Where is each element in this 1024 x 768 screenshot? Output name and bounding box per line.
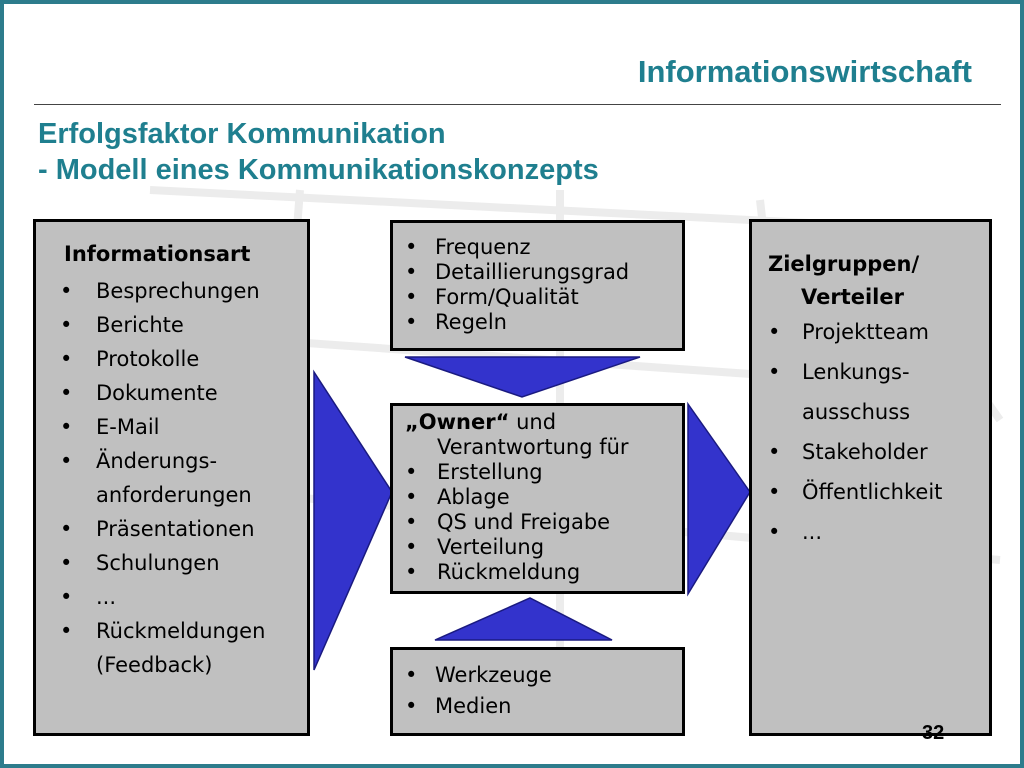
frequency-item-text: • Regeln (435, 310, 507, 334)
target-group-item-text: • Stakeholder (802, 440, 928, 464)
information-type-item (60, 512, 305, 546)
slide-title-line2: - Modell eines Kommunikationskonzepts (38, 154, 599, 186)
slide-title-line1: Erfolgsfaktor Kommunikation (38, 118, 446, 150)
information-type-item-text: • Präsentationen (96, 517, 255, 541)
frequency-item (405, 310, 629, 335)
owner-heading-line2: Verantwortung für (437, 435, 629, 459)
frequency-item-text: • Frequenz (435, 235, 531, 259)
owner-box (390, 403, 685, 594)
owner-item-text: • Verteilung (437, 535, 545, 559)
information-type-item (60, 546, 305, 580)
target-group-heading-line2: Verteiler (801, 285, 904, 309)
information-type-item-text: • Besprechungen (96, 279, 260, 303)
owner-item (405, 510, 610, 535)
information-type-item (60, 376, 305, 410)
frequency-box (390, 220, 685, 351)
information-type-list (60, 274, 305, 682)
information-type-item (60, 342, 305, 376)
arrow-center-to-right (688, 404, 750, 594)
information-type-item (60, 444, 305, 512)
owner-heading-bold: „Owner“ (405, 410, 510, 434)
information-type-item-text: • E-Mail (96, 415, 160, 439)
target-group-item-text: • Projektteam (802, 320, 929, 344)
information-type-item (60, 308, 305, 342)
information-type-item-text: • Schulungen (96, 551, 220, 575)
owner-item (405, 485, 610, 510)
information-type-item-text: • Änderungs- (96, 449, 218, 473)
page-number: 32 (922, 722, 945, 744)
arrow-left-to-center (314, 372, 392, 670)
frequency-item (405, 235, 629, 260)
target-group-item (768, 512, 942, 552)
information-type-item-text: • Dokumente (96, 381, 218, 405)
target-group-item-text: • Öffentlichkeit (802, 480, 943, 504)
information-type-item (60, 580, 305, 614)
target-group-heading (768, 248, 968, 314)
target-group-box (749, 219, 992, 736)
tools-item (405, 691, 552, 722)
target-group-item (768, 472, 942, 512)
information-type-item-text: • Berichte (96, 313, 184, 337)
tools-item (405, 660, 552, 691)
owner-item-text: • Rückmeldung (437, 560, 581, 584)
owner-item-text: • QS und Freigabe (437, 510, 611, 534)
target-group-item-text: • ... (802, 520, 823, 544)
target-group-item-text: • Lenkungs- (802, 360, 910, 384)
owner-list (405, 460, 610, 585)
header-title: Informationswirtschaft (637, 54, 972, 89)
information-type-box (33, 219, 310, 736)
target-group-item (768, 352, 942, 432)
owner-item-text: • Ablage (437, 485, 510, 509)
tools-list (405, 660, 552, 722)
owner-heading (405, 410, 680, 460)
owner-item-text: • Erstellung (437, 460, 543, 484)
information-type-item-text: anforderungen (96, 483, 252, 507)
tools-item-text: • Werkzeuge (435, 663, 552, 687)
arrow-up-to-owner (435, 598, 612, 640)
information-type-heading: Informationsart (64, 242, 251, 266)
target-group-item (768, 432, 942, 472)
arrow-down-to-owner (405, 357, 640, 397)
information-type-item (60, 274, 305, 308)
owner-item (405, 560, 610, 585)
frequency-item (405, 285, 629, 310)
frequency-item-text: • Form/Qualität (435, 285, 579, 309)
owner-item (405, 535, 610, 560)
target-group-list (768, 312, 942, 552)
target-group-heading-line1: Zielgruppen/ (768, 252, 920, 276)
tools-item-text: • Medien (435, 694, 512, 718)
information-type-item-text: • Protokolle (96, 347, 200, 371)
information-type-item-text: (Feedback) (96, 653, 213, 677)
tools-box (390, 647, 685, 736)
frequency-list (405, 235, 629, 335)
frequency-item (405, 260, 629, 285)
target-group-item-text: ausschuss (802, 400, 911, 424)
information-type-item (60, 410, 305, 444)
owner-heading-rest: und (509, 410, 557, 434)
information-type-item-text: • ... (96, 585, 117, 609)
owner-item (405, 460, 610, 485)
target-group-item (768, 312, 942, 352)
information-type-item-text: • Rückmeldungen (96, 619, 266, 643)
frequency-item-text: • Detaillierungsgrad (435, 260, 630, 284)
information-type-item (60, 614, 305, 682)
